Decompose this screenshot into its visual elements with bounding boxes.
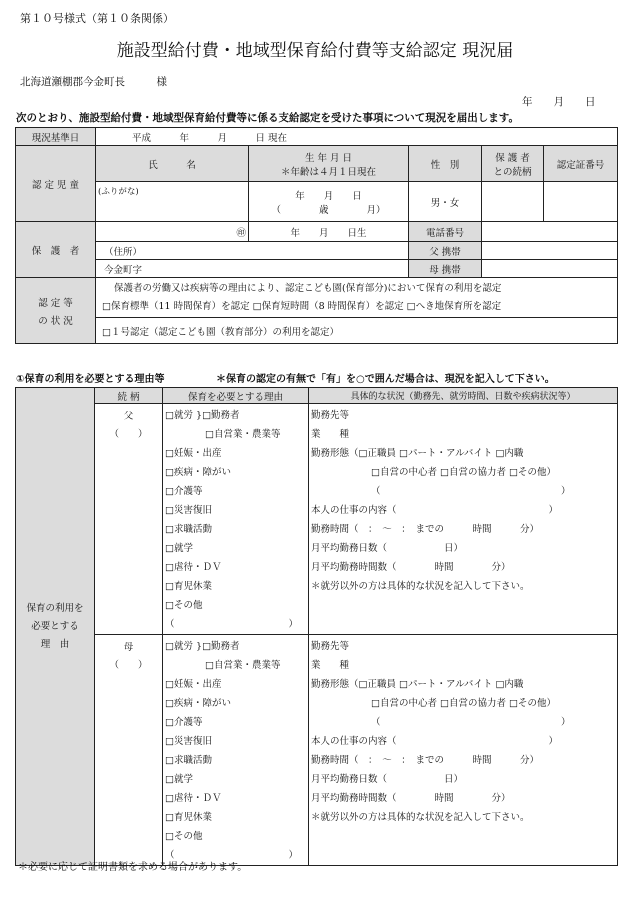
father-mobile-label: 父 携帯 <box>409 242 482 260</box>
reason-care[interactable]: □介護等 <box>165 486 203 497</box>
reason-other-paren: （ ） <box>165 619 299 630</box>
reason-abuse[interactable]: □虐待・ＤＶ <box>165 793 222 804</box>
address-value: 今金町字 <box>96 260 409 278</box>
reason-childcare-leave[interactable]: □育児休業 <box>165 812 212 823</box>
dob-header: 生 年 月 日 ＊年齢は４月１日現在 <box>249 146 409 182</box>
addressee: 北海道瀬棚郡今金町長 様 <box>20 76 167 88</box>
status-lines: 保護者の労働又は疾病等の理由により、認定こども園(保育部分)において保育の利用を認定 □保育標準（11 時間保育）を認定 □保育短時間（8 時間保育）を認定 □へき地保育所を認定 <box>96 278 618 318</box>
reason-illness[interactable]: □疾病・障がい <box>165 698 231 709</box>
child-dob-cell: 年 月 日 （ 歳 月） <box>249 182 409 222</box>
mother-cell: 母 （ ） <box>95 635 163 866</box>
mother-situation: 勤務先等 業 種 勤務形態（□正職員 □パート・アルバイト □内職 □自営の中心者 □自営の協力者 □その他） （ ） 本人の仕事の内容（ ） 勤務時間（ ： 〜 ： までの 時間 分） 月平均勤務日数（ 日） 月平均勤務時間数（ 時間 分） ＊就労以外の方は具体的な状況を記入して下さい。 <box>309 635 618 866</box>
reason-abuse[interactable]: □虐待・ＤＶ <box>165 562 222 573</box>
mother-reasons <box>163 635 309 866</box>
reason-work[interactable]: □就労 }□勤務者 <box>165 410 240 421</box>
status-label: 認 定 等 の 状 況 <box>16 278 96 344</box>
father-reasons <box>163 404 309 635</box>
page-title: 施設型給付費・地域型保育給付費等支給認定 現況届 <box>116 41 514 61</box>
reason-illness[interactable]: □疾病・障がい <box>165 467 231 478</box>
section2-note: ＊保育の認定の有無で「有」を○で囲んだ場合は、現況を記入して下さい。 <box>216 374 555 385</box>
reason-table <box>15 387 618 866</box>
col-relation: 続 柄 <box>95 388 163 404</box>
reason-pregnancy[interactable]: □妊娠・出産 <box>165 679 222 690</box>
reason-job-seeking[interactable]: □求職活動 <box>165 755 212 766</box>
cert-value[interactable] <box>544 182 618 222</box>
mother-mobile-value[interactable] <box>482 260 618 278</box>
reason-other-paren: （ ） <box>165 850 299 861</box>
intro-text: 次のとおり、施設型給付費・地域型保育給付費等に係る支給認定を受けた事項について現況を届出します。 <box>16 112 519 124</box>
reason-other[interactable]: □その他 <box>165 831 203 842</box>
status-line3: □１号認定（認定こども園（教育部分）の利用を認定） <box>96 318 618 344</box>
mother-mobile-label: 母 携帯 <box>409 260 482 278</box>
reason-other[interactable]: □その他 <box>165 600 203 611</box>
reason-childcare-leave[interactable]: □育児休業 <box>165 581 212 592</box>
father-mobile-value[interactable] <box>482 242 618 260</box>
date-line: 年 月 日 <box>522 96 596 108</box>
form-number: 第１０号様式（第１０条関係） <box>20 12 174 25</box>
cert-header: 認定証番号 <box>544 146 618 182</box>
reason-study[interactable]: □就学 <box>165 774 193 785</box>
footnote: ＊必要に応じて証明書類を求める場合があります。 <box>18 862 248 873</box>
reason-job-seeking[interactable]: □求職活動 <box>165 524 212 535</box>
relation-header: 保 護 者 との続柄 <box>482 146 544 182</box>
col-reason: 保育を必要とする理由 <box>163 388 309 404</box>
sex-value: 男・女 <box>409 182 482 222</box>
reason-self-employed[interactable]: □自営業・農業等 <box>205 660 281 671</box>
base-date-value: 平成 年 月 日 現在 <box>96 128 618 146</box>
child-label: 認 定 児 童 <box>16 146 96 222</box>
reason-disaster[interactable]: □災害復旧 <box>165 505 212 516</box>
section2-heading: ①保育の利用を必要とする理由等 <box>16 374 165 385</box>
reason-care[interactable]: □介護等 <box>165 717 203 728</box>
seal-mark: ㊞ <box>96 222 249 242</box>
furigana-label: (ふりがな) <box>96 182 249 222</box>
base-date-label: 現況基準日 <box>16 128 96 146</box>
father-situation: 勤務先等 業 種 勤務形態（□正職員 □パート・アルバイト □内職 □自営の中心者 □自営の協力者 □その他） （ ） 本人の仕事の内容（ ） 勤務時間（ ： 〜 ： までの 時間 分） 月平均勤務日数（ 日） 月平均勤務時間数（ 時間 分） ＊就労以外の方は具体的な状況を記入して下さい。 <box>309 404 618 635</box>
guardian-dob: 年 月 日生 <box>249 222 409 242</box>
reason-self-employed[interactable]: □自営業・農業等 <box>205 429 281 440</box>
guardian-label: 保 護 者 <box>16 222 96 278</box>
reason-row-label: 保育の利用を 必要とする 理 由 <box>16 388 95 866</box>
name-header: 氏 名 <box>96 146 249 182</box>
relation-value[interactable] <box>482 182 544 222</box>
child-guardian-table <box>15 127 618 344</box>
father-cell: 父 （ ） <box>95 404 163 635</box>
sex-header: 性 別 <box>409 146 482 182</box>
address-label: （住所） <box>96 242 409 260</box>
reason-study[interactable]: □就学 <box>165 543 193 554</box>
reason-disaster[interactable]: □災害復旧 <box>165 736 212 747</box>
reason-pregnancy[interactable]: □妊娠・出産 <box>165 448 222 459</box>
phone-value[interactable] <box>482 222 618 242</box>
reason-work[interactable]: □就労 }□勤務者 <box>165 641 240 652</box>
col-situation: 具体的な状況（勤務先、就労時間、日数や疾病状況等） <box>309 388 618 404</box>
phone-label: 電話番号 <box>409 222 482 242</box>
